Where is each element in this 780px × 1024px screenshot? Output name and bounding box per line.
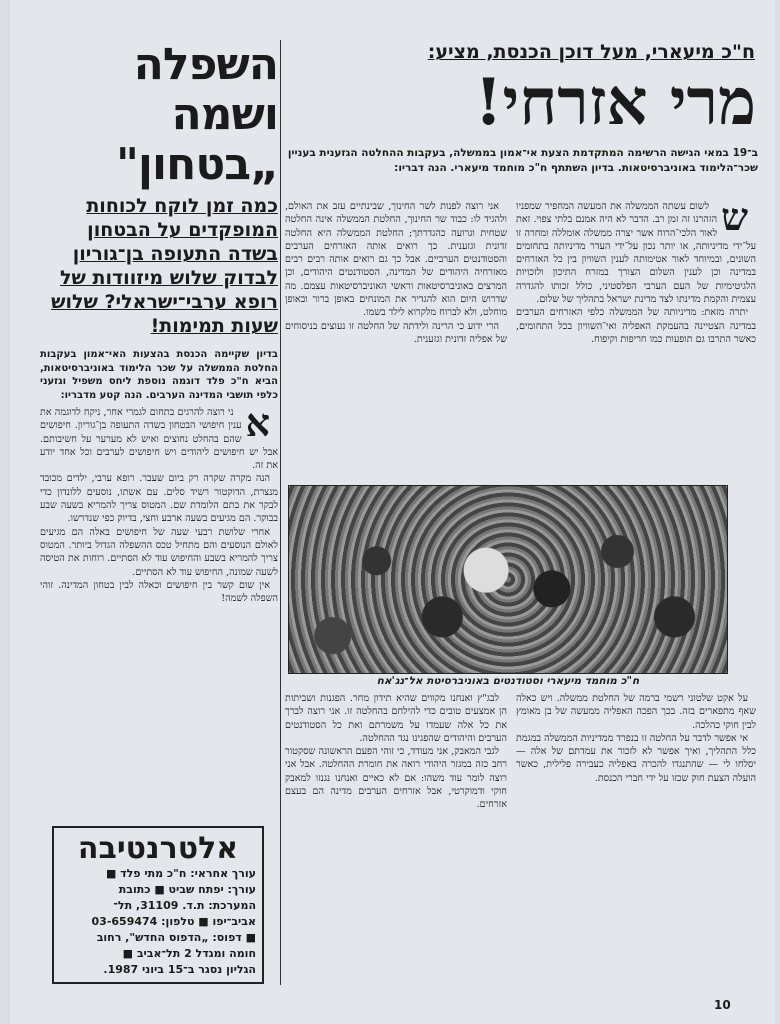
paragraph: לבג"ץ ואנחנו מקווים שהיא תידון מחר. הפגנות ושביתות הן אמצעים טובים כדי להילחם בהחלטה זו. אני רוצה לברך את כל אלה שעמדו על משמרתם ואת כל הסטודנטים הערבים והיהודים שהפגינו נגד ההחלטה. <box>285 693 507 744</box>
paragraph: לשום עשתה הממשלה את המעשה המחפיר שמפניו הזהרנו זה זמן רב. הדבר לא היה אמנם בלתי צפוי. זאת לאור הלכי־הרוח אשר יצרה ממשלה אומללה ומחרה זו על־ידי מדיניותה, או יותר נכון על־ידי העדר מדיניותה בתחומים השונים, ובמיוחד לאור אטימותה לענין השוויון בין כל האזרחים במדינה וכן לענין השלום הצורך במזרח התיכון ולזכויות הלגיטימיות של העם הערבי הפלסטיני, כולל זכותו להגדרה עצמית והקמת מדינתו לצד מדינת ישראל בתהליך של שלום. <box>516 201 756 306</box>
paragraph: אחרי שלושת רבעי שעה של חיפושים באלה הם מגיעים לאולם הנוסעים והם מתחיל טכס ההשפלה הגדול ביותר. המטוס צריך להמריא בשבע והחיפוש עוד לא הסתיים. רוחות את הטיסה לשעה שמונה, החיפוש עוד לא הסתיים. <box>40 526 278 578</box>
paragraph: על אקט שלטוני רשמי ברמה של החלטת ממשלה. ויש כאלה שאף מתפארים בזה. בכך הפכה האפליה ממעשה של בן מאומץ לבין חוקי כהלכה. <box>516 693 756 731</box>
masthead-line: אביב־יפו ■ טלפון: 03-659474 <box>91 915 256 928</box>
sidebar-lead: בדיון שקיימה הכנסת בהצעות האי־אמון בעקבות החלטת הממשלה על שכר הלימוד באוניברסיטאות, הביא ח"כ פלד דוגמה נוספת ליחס משפיל וגזעני כלפי תושבי המדינה הערבים. הנה קטע מדבריו: <box>40 349 278 401</box>
publication-name: אלטרנטיבה <box>77 831 239 866</box>
masthead-line: ■ דפוס: „הדפוס החדש", רחוב <box>96 931 256 944</box>
paragraph: הנה מקרה שקרה רק ביום שעבר. רופא ערבי, ילדים מכובד מנצרת, הדוקטור רשיד סלים. עם אשתו, נוסעים ללונדון כדי לבקר את בתם הלומדת שם. המטוס צריך להמריא בשעה שבע בבוקר. הם מגיעים בשעה ארבע וחצי, בדיוק כפי שנדרשו. <box>40 473 278 525</box>
article-kicker: ח"כ מיעארי, מעל דוכן הכנסת, מציע: <box>427 41 755 63</box>
masthead-line: חומה ומגדל 2 תל־אביב ■ <box>122 947 256 960</box>
drop-cap: א <box>245 406 270 445</box>
paragraph: לגבי המאבק, אני מעודד, כי זוהי הפעם הראשונה שסקטור רחב כזה במגזר היהודי רואה את חומרת ההחלטה. אבל אני רוצה לומר עוד משהו: אם לא כאיים ואנחנו נגנזו למאבק חוקי ודמוקרטי, אבל אזרחים הערבים מדינה הם בעצם אזרחים. <box>285 746 507 811</box>
photo-caption: ח"כ מוחמד מיעארי וסטודנטים באוניברסיטת אל־נג'אח <box>376 675 640 687</box>
paragraph: אין שום קשר בין חיפושים וכאלה לבין בטחון המדינה. זוהי השפלה לשמה! <box>40 579 278 605</box>
sidebar-body <box>40 406 278 816</box>
paragraph: ני רוצה להרגים בתחום לגמרי אחר, ניקח לדוגמה את ענין חיפושי הבטחון בשדה התעופה בן־גוריון. חיפושים שהם בהחלט נחוצים ואיש לא מערער על חשיבותם. אבל יש חיפושים ליהודים ויש חיפושים לערבים וכל אחד יודע את זה. <box>40 407 278 472</box>
sidebar-headline: השפלה ושמה „בטחון" <box>116 40 278 190</box>
paragraph: אני רוצה לפנות לשר החינוך, שבינתיים עזב את האולם, ולהגיד לו: כבוד שר החינוך, החלטת הממשלה אינה החלטה שטחית וגרועה כהגדרתך; החלטת הממשלה היא החלטה זדונית וגזענית. כך רואים אותה האזרחים הערבים והסטודנטים הערביים. אבל כך גם רואים אותה רבים רבים מאזרחיה היהודים של המדינה, הסטודנטים היהודים, וכן המרצים באוניברסיטאות וראשי האוניברסיטאות עצמם. מה שדרוש היום הוא להגדיר את המונחים באופן ברור ובאופן מוחלט, ולא לברוח מלקרוא לילד בשמו. <box>285 201 507 319</box>
sidebar-subheadline: כמה זמן לוקח לכוחות המופקדים על הבטחון בשדה התעופה בן־גוריון לבדוק שלוש מיזוודות של רופא ערבי־ישראלי? שלוש שעות תמימות! <box>51 195 278 337</box>
masthead-line: הגליון נסגר ב־15 ביוני 1987. <box>103 963 256 976</box>
paragraph: הרי ידוע כי הרינה ולידתה של החלטה זו נעוצים בניסוחים של אפליה זדונית וגזענית. <box>285 320 507 345</box>
article-column <box>285 692 507 985</box>
article-column <box>285 200 507 479</box>
masthead-line: עורך אחראי: ח"כ מתי פלד ■ <box>105 867 256 880</box>
column-divider <box>280 40 281 985</box>
masthead-line: המערכת: ת.ד. 31109, תל־ <box>113 899 256 912</box>
paragraph: אי אפשר לדבר על החלטה זו בנפרד ממדיניות הממשלה במגמת כלל התהליך, ואיך אפשר לא לזכור את עמדתם של אלה — יסלחו לי — שהתנגדו להכרה באפליה כעבירה פלילית, כאשר הועלה הצעת חוק שכזו על ידי חברי הכנסת. <box>516 732 756 784</box>
article-column <box>516 692 756 985</box>
sidebar-article <box>40 40 278 816</box>
masthead-details <box>60 866 256 978</box>
paragraph: יתרה מזאת: מדיניותה של הממשלה כלפי האזרחים הערבים במדינה הצטיינה בהעמקת האפליה ואי־השוויון בכל התחומים, כאשר התרבו גם תופעות כמו חריפות וקיפוח. <box>516 307 756 345</box>
article-column <box>516 200 756 479</box>
drop-cap: ש <box>721 200 748 239</box>
news-photo <box>288 485 728 674</box>
masthead-line: עורך: יפתח שביט ■ כתובת <box>118 883 256 896</box>
masthead-box <box>52 826 264 984</box>
article-lead: ב־19 במאי הגישה הרשימה המתקדמת הצעת אי־אמון בממשלה, בעקבות ההחלטה הגזענית בעניין שכר־הלימוד באוניברסיטאות. בדיון השתתף ח"כ מוחמד מיעארי. הנה דבריו: <box>287 147 758 174</box>
page-number: 10 <box>714 998 731 1012</box>
article-headline: מרי אזרחי! <box>474 66 756 140</box>
